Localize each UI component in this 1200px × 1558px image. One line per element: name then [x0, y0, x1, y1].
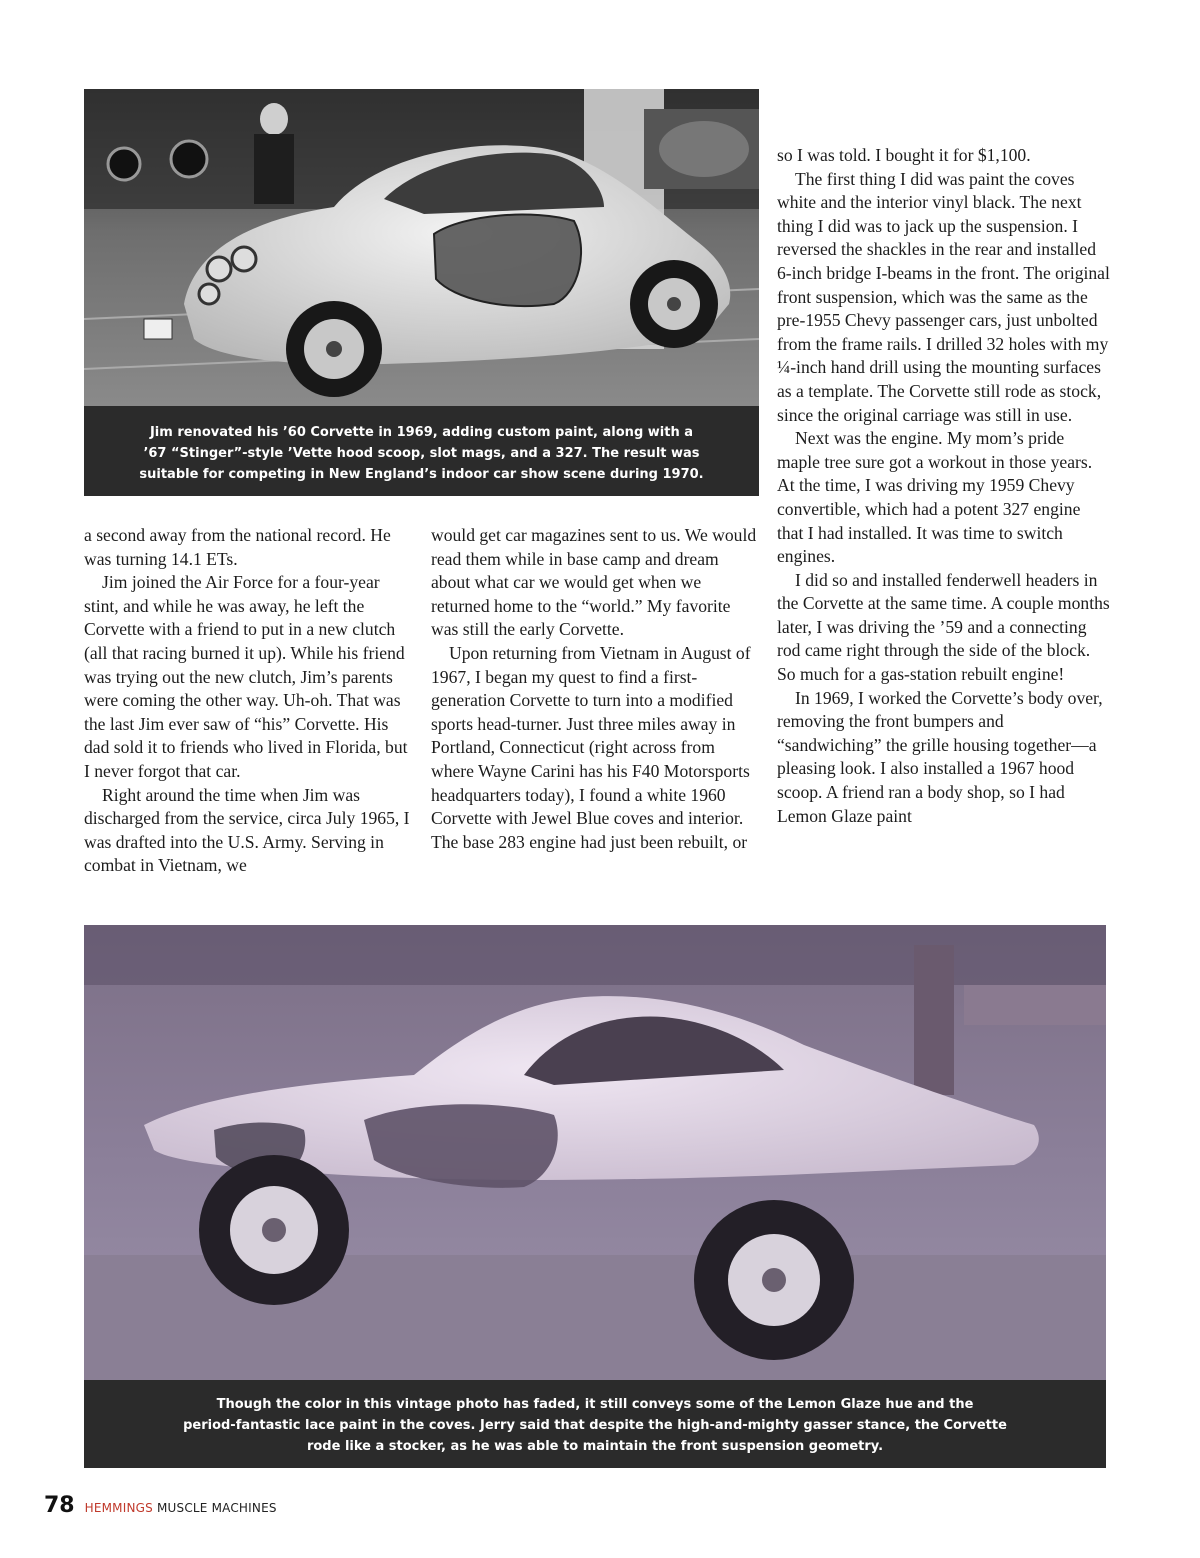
paragraph: Jim joined the Air Force for a four-year stint, and while he was away, he left the Corvette with a friend to put in a new clutch (all that racing burned it up). While his friend was trying out the new clutch, Jim’s parents were coming the other way. Uh-oh. That was the last Jim ever saw of “his” Corvette. His dad sold it to friends who lived in Florida, but I never forgot that car. [84, 572, 408, 781]
paragraph: would get car magazines sent to us. We would read them while in base camp and dream about what car we would get when we returned home to the “world.” My favorite was still the early Corvette. [431, 525, 757, 640]
bottom-photo [84, 925, 1106, 1380]
top-photo [84, 89, 759, 406]
publication-title: MUSCLE MACHINES [156, 1501, 277, 1515]
top-photo-caption [84, 406, 759, 496]
caption-line: period-fantastic lace paint in the coves. Jerry said that despite the high-and-mighty gasser stance, the Corvette [183, 1418, 1007, 1433]
paragraph: Right around the time when Jim was discharged from the service, circa July 1965, I was drafted into the U.S. Army. Serving in combat in Vietnam, we [84, 784, 410, 876]
caption-line: Though the color in this vintage photo has faded, it still conveys some of the Lemon Glaze hue and the [216, 1397, 974, 1412]
paragraph: a second away from the national record. He was turning 14.1 ETs. [84, 525, 391, 569]
caption-line: ’67 “Stinger”-style ’Vette hood scoop, slot mags, and a 327. The result was [143, 446, 700, 461]
paragraph: Next was the engine. My mom’s pride maple tree sure got a workout in those years. At the time, I was driving my 1959 Chevy convertible, which had a potent 327 engine that I had installed. It was time to switch engines. [777, 428, 1093, 567]
paragraph: so I was told. I bought it for $1,100. [777, 145, 1031, 165]
caption-line: Jim renovated his ’60 Corvette in 1969, adding custom paint, along with a [149, 425, 694, 440]
column-2 [431, 524, 761, 854]
column-1 [84, 524, 414, 878]
bottom-photo-caption [84, 1380, 1106, 1468]
column-3 [777, 144, 1110, 828]
paragraph: I did so and installed fenderwell headers in the Corvette at the same time. A couple months later, I was driving the ’59 and a connecting rod came right through the side of the block. So much for a gas-station rebuilt engine! [777, 569, 1110, 685]
paragraph: In 1969, I worked the Corvette’s body over, removing the front bumpers and “sandwiching” the grille housing together—a pleasing look. I also installed a 1967 hood scoop. A friend ran a body shop, so I had Lemon Glaze paint [777, 687, 1103, 826]
page-number: 78 [44, 1493, 75, 1518]
caption-line: suitable for competing in New England’s indoor car show scene during 1970. [139, 467, 704, 482]
paragraph: The first thing I did was paint the coves white and the interior vinyl black. The next thing I did was to jack up the suspension. I reversed the shackles in the rear and installed 6-inch bridge I-beams in the front. The original front suspension, which was the same as the pre-1955 Chevy passenger cars, just unbolted from the frame rails. I drilled 32 holes with my ¼-inch hand drill using the mounting surfaces as a template. The Corvette still rode as stock, since the original carriage was still in use. [777, 168, 1110, 425]
publication-brand: HEMMINGS [84, 1501, 153, 1515]
corvette-gasser-photo [84, 925, 1106, 1380]
corvette-show-photo [84, 89, 759, 406]
paragraph: Upon returning from Vietnam in August of 1967, I began my quest to find a first-generation Corvette to turn into a modified sports head-turner. Just three miles away in Portland, Connecticut (right across from where Wayne Carini has his F40 Motorsports headquarters today), I found a white 1960 Corvette with Jewel Blue coves and interior. The base 283 engine had just been rebuilt, or [431, 642, 751, 852]
page-footer [44, 1493, 277, 1523]
caption-line: rode like a stocker, as he was able to maintain the front suspension geometry. [306, 1439, 884, 1454]
